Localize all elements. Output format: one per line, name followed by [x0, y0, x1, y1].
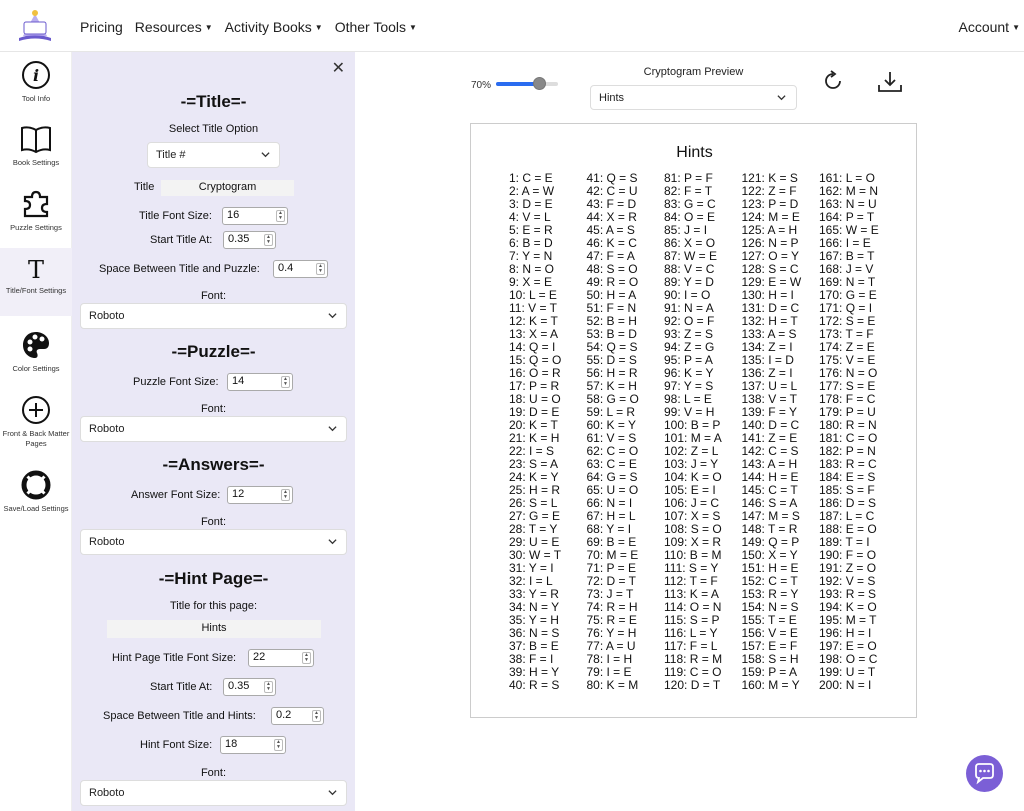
- hint-item: 64: G = S: [586, 470, 638, 484]
- nav-resources[interactable]: Resources ▼: [134, 19, 213, 35]
- hint-item: 114: O = N: [664, 600, 722, 614]
- hint-item: 58: G = O: [586, 392, 639, 406]
- hint-item: 156: V = E: [741, 626, 798, 640]
- start-title-input[interactable]: 0.35 ▲ ▼: [223, 231, 276, 249]
- hint-item: 153: R = Y: [741, 587, 799, 601]
- rail-color-settings[interactable]: Color Settings: [0, 330, 72, 388]
- spinner-icon[interactable]: ▲ ▼: [274, 739, 283, 751]
- chevron-down-icon: [328, 537, 337, 546]
- chevron-down-icon: [328, 788, 337, 797]
- hint-item: 66: N = I: [586, 496, 633, 510]
- puzzle-font-label: Font:: [200, 403, 227, 415]
- hint-item: 138: V = T: [741, 392, 797, 406]
- nav-pricing[interactable]: Pricing: [80, 19, 123, 35]
- hint-item: 163: N = U: [819, 197, 877, 211]
- rail-front-back-matter[interactable]: Front & Back Matter Pages: [0, 395, 72, 455]
- hint-column: [819, 172, 879, 692]
- rail-tool-info[interactable]: i Tool Info: [0, 60, 72, 118]
- chevron-down-icon: [328, 311, 337, 320]
- hint-item: 28: T = Y: [509, 522, 558, 536]
- hint-item: 50: H = A: [586, 288, 637, 302]
- spinner-icon[interactable]: ▲ ▼: [264, 234, 273, 246]
- hint-item: 194: K = O: [819, 600, 877, 614]
- answer-font-size-input[interactable]: 12 ▲ ▼: [227, 486, 293, 504]
- hint-item: 40: R = S: [509, 678, 560, 692]
- hint-item: 173: T = F: [819, 327, 874, 341]
- chevron-down-icon: [328, 424, 337, 433]
- hint-item: 78: I = H: [586, 652, 633, 666]
- hint-item: 150: X = Y: [741, 548, 798, 562]
- hint-item: 133: A = S: [741, 327, 797, 341]
- hint-item: 37: B = E: [509, 639, 559, 653]
- hint-item: 110: B = M: [664, 548, 722, 562]
- preview-page-select[interactable]: Hints: [590, 85, 797, 110]
- hint-item: 96: K = Y: [664, 366, 714, 380]
- title-label: Title: [134, 181, 155, 193]
- download-icon[interactable]: [877, 70, 903, 94]
- hint-item: 178: F = C: [819, 392, 876, 406]
- hint-column: [509, 172, 561, 692]
- svg-text:T: T: [27, 256, 45, 282]
- hint-item: 15: Q = O: [509, 353, 562, 367]
- hint-item: 168: J = V: [819, 262, 874, 276]
- hint-item: 155: T = E: [741, 613, 797, 627]
- hint-item: 123: P = D: [741, 197, 799, 211]
- hint-item: 134: Z = I: [741, 340, 793, 354]
- hint-item: 31: Y = I: [509, 561, 554, 575]
- hint-item: 187: L = C: [819, 509, 875, 523]
- book-icon: [20, 124, 52, 154]
- hint-item: 6: B = D: [509, 236, 553, 250]
- hint-item: 102: Z = L: [664, 444, 719, 458]
- hint-item: 90: I = O: [664, 288, 711, 302]
- hint-font-label: Font:: [200, 767, 227, 779]
- hint-item: 89: Y = D: [664, 275, 714, 289]
- hint-item: 74: R = H: [586, 600, 638, 614]
- hint-item: 17: P = R: [509, 379, 560, 393]
- hint-item: 190: F = O: [819, 548, 877, 562]
- hint-font-select[interactable]: Roboto: [80, 780, 347, 806]
- hint-item: 122: Z = F: [741, 184, 797, 198]
- hint-item: 149: Q = P: [741, 535, 800, 549]
- hint-item: 29: U = E: [509, 535, 560, 549]
- hint-item: 158: S = H: [741, 652, 799, 666]
- hint-item: 176: N = O: [819, 366, 878, 380]
- hint-item: 185: S = F: [819, 483, 875, 497]
- hint-item: 109: X = R: [664, 535, 722, 549]
- hint-item: 189: T = I: [819, 535, 870, 549]
- hint-column: [742, 172, 802, 692]
- hint-item: 93: Z = S: [664, 327, 714, 341]
- settings-panel: [72, 52, 355, 811]
- hint-item: 44: X = R: [586, 210, 637, 224]
- hint-item: 20: K = T: [509, 418, 558, 432]
- hint-item: 54: Q = S: [586, 340, 638, 354]
- preview-page: [470, 123, 917, 718]
- hint-item: 167: B = T: [819, 249, 875, 263]
- caret-down-icon: ▼: [1012, 23, 1020, 32]
- hint-item: 27: G = E: [509, 509, 561, 523]
- puzzle-font-size-label: Puzzle Font Size:: [133, 376, 219, 388]
- puzzle-font-select[interactable]: Roboto: [80, 416, 347, 442]
- hint-item: 45: A = S: [586, 223, 635, 237]
- hint-item: 72: D = T: [586, 574, 636, 588]
- spinner-icon[interactable]: ▲ ▼: [302, 652, 311, 664]
- hint-item: 69: B = E: [586, 535, 637, 549]
- hint-item: 177: S = E: [819, 379, 876, 393]
- nav-account[interactable]: Account ▼: [958, 19, 1020, 35]
- hint-item: 70: M = E: [586, 548, 639, 562]
- hint-item: 2: A = W: [509, 184, 555, 198]
- nav-other-tools[interactable]: Other Tools ▼: [334, 19, 417, 35]
- hint-item: 162: M = N: [819, 184, 879, 198]
- hint-item: 82: F = T: [664, 184, 713, 198]
- hint-item: 139: F = Y: [741, 405, 797, 419]
- hint-item: 43: F = D: [586, 197, 637, 211]
- rail-book-settings[interactable]: Book Settings: [0, 124, 72, 182]
- hint-item: 55: D = S: [586, 353, 637, 367]
- hint-item: 166: I = E: [819, 236, 871, 250]
- hint-item: 91: N = A: [664, 301, 714, 315]
- hint-item: 104: K = O: [664, 470, 722, 484]
- hint-item: 98: L = E: [664, 392, 712, 406]
- hint-item: 32: I = L: [509, 574, 553, 588]
- hint-item: 22: I = S: [509, 444, 555, 458]
- hint-item: 192: V = S: [819, 574, 876, 588]
- hint-item: 140: D = C: [741, 418, 800, 432]
- hint-item: 197: E = O: [819, 639, 877, 653]
- hint-item: 68: Y = I: [586, 522, 632, 536]
- hint-item: 99: V = H: [664, 405, 715, 419]
- hint-item: 169: N = T: [819, 275, 876, 289]
- hint-item: 165: W = E: [819, 223, 879, 237]
- hint-item: 51: F = N: [586, 301, 637, 315]
- hint-item: 77: A = U: [586, 639, 636, 653]
- hint-column: [587, 172, 639, 692]
- hint-item: 179: P = U: [819, 405, 876, 419]
- hint-item: 184: E = S: [819, 470, 876, 484]
- hint-item: 115: S = P: [664, 613, 720, 627]
- hint-item: 18: U = O: [509, 392, 561, 406]
- hint-item: 21: K = H: [509, 431, 560, 445]
- answer-font-label: Font:: [200, 516, 227, 528]
- hint-item: 9: X = E: [509, 275, 553, 289]
- hint-item: 85: J = I: [664, 223, 708, 237]
- puzzle-font-size-input[interactable]: 14 ▲ ▼: [227, 373, 293, 391]
- hint-item: 106: J = C: [664, 496, 720, 510]
- hint-item: 62: C = O: [586, 444, 639, 458]
- hint-item: 81: P = F: [664, 171, 713, 185]
- hint-item: 36: N = S: [509, 626, 560, 640]
- hint-item: 136: Z = I: [741, 366, 793, 380]
- hint-item: 97: Y = S: [664, 379, 714, 393]
- start-title-label: Start Title At:: [150, 234, 213, 246]
- hint-item: 172: S = E: [819, 314, 876, 328]
- title-font-size-label: Title Font Size:: [139, 210, 212, 222]
- plus-circle-icon: [21, 395, 51, 425]
- title-font-size-input[interactable]: 16 ▲ ▼: [222, 207, 288, 225]
- caret-down-icon: ▼: [204, 23, 213, 32]
- hint-item: 130: H = I: [741, 288, 794, 302]
- hint-item: 144: H = E: [741, 470, 799, 484]
- title-option-select[interactable]: Title #: [147, 142, 280, 168]
- hint-item: 3: D = E: [509, 197, 553, 211]
- hint-item: 30: W = T: [509, 548, 562, 562]
- hint-item: 88: V = C: [664, 262, 715, 276]
- hint-item: 11: V = T: [509, 301, 557, 315]
- hint-item: 35: Y = H: [509, 613, 559, 627]
- hint-item: 8: N = O: [509, 262, 555, 276]
- hint-item: 171: Q = I: [819, 301, 873, 315]
- hint-font-size-label: Hint Font Size:: [140, 739, 213, 751]
- hint-item: 193: R = S: [819, 587, 877, 601]
- hint-item: 63: C = E: [586, 457, 637, 471]
- hint-item: 146: S = A: [741, 496, 798, 510]
- rail-save-load-settings[interactable]: Save/Load Settings: [0, 470, 72, 530]
- space-title-hints-label: Space Between Title and Hints:: [103, 710, 256, 722]
- hint-item: 196: H = I: [819, 626, 872, 640]
- hint-start-title-input[interactable]: 0.35 ▲ ▼: [223, 678, 276, 696]
- hint-item: 183: R = C: [819, 457, 877, 471]
- hint-item: 121: K = S: [741, 171, 798, 185]
- hint-item: 161: L = O: [819, 171, 875, 185]
- hint-item: 181: C = O: [819, 431, 878, 445]
- hint-item: 4: V = L: [509, 210, 551, 224]
- hint-item: 186: D = S: [819, 496, 877, 510]
- hint-item: 154: N = S: [741, 600, 799, 614]
- chevron-down-icon: [261, 150, 270, 159]
- hint-item: 24: K = Y: [509, 470, 559, 484]
- hint-item: 142: C = S: [741, 444, 799, 458]
- caret-down-icon: ▼: [409, 23, 417, 32]
- chat-bubble-icon: [966, 755, 1003, 792]
- spinner-icon[interactable]: ▲ ▼: [316, 263, 325, 275]
- hint-item: 107: X = S: [664, 509, 721, 523]
- hint-item: 100: B = P: [664, 418, 721, 432]
- hint-item: 10: L = E: [509, 288, 557, 302]
- hint-item: 137: U = L: [741, 379, 798, 393]
- hint-item: 119: C = O: [664, 665, 722, 679]
- hint-item: 47: F = A: [586, 249, 635, 263]
- chevron-down-icon: [777, 93, 786, 102]
- hint-item: 105: E = I: [664, 483, 716, 497]
- title-font-label: Font:: [200, 290, 227, 302]
- hint-item: 200: N = I: [819, 678, 872, 692]
- zoom-level: 70%: [471, 80, 492, 91]
- hint-item: 61: V = S: [586, 431, 637, 445]
- hint-item: 188: E = O: [819, 522, 877, 536]
- space-title-puzzle-input[interactable]: 0.4 ▲ ▼: [273, 260, 328, 278]
- spinner-icon[interactable]: ▲ ▼: [264, 681, 273, 693]
- hint-item: 56: H = R: [586, 366, 638, 380]
- hint-item: 159: P = A: [741, 665, 797, 679]
- hint-item: 152: C = T: [741, 574, 798, 588]
- hint-item: 174: Z = E: [819, 340, 875, 354]
- hint-item: 42: C = U: [586, 184, 638, 198]
- hint-item: 195: M = T: [819, 613, 877, 627]
- hint-item: 86: X = O: [664, 236, 716, 250]
- hint-item: 57: K = H: [586, 379, 637, 393]
- preview-title: Cryptogram Preview: [643, 66, 744, 78]
- answers-section-heading: -=Answers=-: [162, 455, 265, 474]
- hint-item: 14: Q = I: [509, 340, 556, 354]
- nav-activity-books[interactable]: Activity Books ▼: [224, 19, 323, 35]
- hint-item: 135: I = D: [741, 353, 794, 367]
- hint-item: 127: O = Y: [741, 249, 799, 263]
- hint-item: 198: O = C: [819, 652, 878, 666]
- hint-item: 151: H = E: [741, 561, 799, 575]
- hint-item: 53: B = D: [586, 327, 637, 341]
- hint-page-section-heading: -=Hint Page=-: [158, 569, 269, 588]
- puzzle-section-heading: -=Puzzle=-: [171, 342, 256, 361]
- hint-column: [664, 172, 722, 692]
- hint-item: 59: L = R: [586, 405, 636, 419]
- hint-item: 76: Y = H: [586, 626, 637, 640]
- hint-title-font-size-input[interactable]: 22 ▲ ▼: [248, 649, 314, 667]
- hint-item: 131: D = C: [741, 301, 800, 315]
- space-title-hints-input[interactable]: 0.2 ▲ ▼: [271, 707, 324, 725]
- title-section-heading: -=Title=-: [180, 92, 247, 111]
- hint-item: 26: S = L: [509, 496, 558, 510]
- tool-rail: [0, 52, 72, 811]
- hint-font-size-input[interactable]: 18 ▲ ▼: [220, 736, 286, 754]
- hint-item: 157: E = F: [741, 639, 798, 653]
- hint-item: 71: P = E: [586, 561, 636, 575]
- hint-item: 23: S = A: [509, 457, 559, 471]
- hint-item: 67: H = L: [586, 509, 636, 523]
- hint-item: 73: J = T: [586, 587, 634, 601]
- hint-start-title-label: Start Title At:: [150, 681, 213, 693]
- hint-item: 95: P = A: [664, 353, 713, 367]
- hint-item: 147: M = S: [741, 509, 800, 523]
- spinner-icon[interactable]: ▲ ▼: [281, 489, 290, 501]
- puzzle-icon: [21, 189, 51, 219]
- top-navbar: [0, 0, 1024, 52]
- caret-down-icon: ▼: [314, 23, 323, 32]
- hint-item: 182: P = N: [819, 444, 876, 458]
- hint-item: 116: L = Y: [664, 626, 718, 640]
- hint-item: 25: H = R: [509, 483, 561, 497]
- hint-item: 141: Z = E: [741, 431, 798, 445]
- hint-item: 87: W = E: [664, 249, 718, 263]
- hint-item: 7: Y = N: [509, 249, 553, 263]
- hint-item: 132: H = T: [741, 314, 798, 328]
- hint-item: 52: B = H: [586, 314, 637, 328]
- hint-item: 75: R = E: [586, 613, 637, 627]
- hint-item: 46: K = C: [586, 236, 637, 250]
- answer-font-select[interactable]: Roboto: [80, 529, 347, 555]
- hint-item: 34: N = Y: [509, 600, 560, 614]
- close-icon[interactable]: ✕: [331, 60, 345, 77]
- title-font-select[interactable]: Roboto: [80, 303, 347, 329]
- hint-item: 103: J = Y: [664, 457, 719, 471]
- hint-item: 84: O = E: [664, 210, 716, 224]
- hint-item: 164: P = T: [819, 210, 875, 224]
- hint-item: 33: Y = R: [509, 587, 559, 601]
- hint-item: 180: R = N: [819, 418, 877, 432]
- hint-page-title-input[interactable]: Hints: [107, 620, 321, 638]
- hint-item: 48: S = O: [586, 262, 638, 276]
- zoom-slider-handle[interactable]: [533, 77, 546, 90]
- hint-item: 79: I = E: [586, 665, 632, 679]
- answer-font-size-label: Answer Font Size:: [131, 489, 221, 501]
- hint-item: 128: S = C: [741, 262, 799, 276]
- hint-item: 65: U = O: [586, 483, 639, 497]
- hint-item: 145: C = T: [741, 483, 798, 497]
- hint-item: 83: G = C: [664, 197, 716, 211]
- hint-item: 175: V = E: [819, 353, 876, 367]
- chat-button[interactable]: [966, 755, 1003, 792]
- hint-item: 49: R = O: [586, 275, 639, 289]
- hint-item: 125: A = H: [741, 223, 798, 237]
- hint-item: 120: D = T: [664, 678, 721, 692]
- rail-title-font-settings[interactable]: T Title/Font Settings: [0, 248, 72, 316]
- hint-item: 1: C = E: [509, 171, 553, 185]
- title-for-page-label: Title for this page:: [169, 600, 258, 612]
- zoom-slider[interactable]: [496, 82, 558, 86]
- spinner-icon[interactable]: ▲ ▼: [276, 210, 285, 222]
- text-t-icon: [24, 256, 48, 282]
- hint-item: 191: Z = O: [819, 561, 877, 575]
- hint-item: 129: E = W: [741, 275, 802, 289]
- hint-item: 94: Z = G: [664, 340, 715, 354]
- palette-icon: [21, 330, 51, 360]
- hint-item: 199: U = T: [819, 665, 876, 679]
- hint-item: 5: E = R: [509, 223, 553, 237]
- svg-text:i: i: [32, 66, 40, 85]
- hint-item: 12: K = T: [509, 314, 558, 328]
- hint-item: 160: M = Y: [741, 678, 800, 692]
- refresh-icon[interactable]: [822, 70, 844, 92]
- hint-item: 38: F = I: [509, 652, 554, 666]
- info-icon: [21, 60, 51, 90]
- hint-item: 126: N = P: [741, 236, 799, 250]
- hint-item: 60: K = Y: [586, 418, 636, 432]
- hints-page-title: Hints: [676, 144, 713, 161]
- hint-title-font-size-label: Hint Page Title Font Size:: [112, 652, 237, 664]
- lifebuoy-icon: [21, 470, 51, 500]
- rail-puzzle-settings[interactable]: Puzzle Settings: [0, 189, 72, 247]
- title-input[interactable]: Cryptogram: [161, 180, 294, 196]
- hint-item: 19: D = E: [509, 405, 560, 419]
- hint-item: 13: X = A: [509, 327, 559, 341]
- hint-item: 118: R = M: [664, 652, 723, 666]
- hint-item: 101: M = A: [664, 431, 722, 445]
- spinner-icon[interactable]: ▲ ▼: [281, 376, 290, 388]
- hint-item: 16: O = R: [509, 366, 561, 380]
- hint-item: 112: T = F: [664, 574, 718, 588]
- hint-item: 39: H = Y: [509, 665, 560, 679]
- hint-item: 117: F = L: [664, 639, 718, 653]
- hint-item: 124: M = E: [741, 210, 800, 224]
- book-creator-logo[interactable]: [15, 8, 55, 46]
- hint-item: 170: G = E: [819, 288, 877, 302]
- hint-item: 108: S = O: [664, 522, 722, 536]
- hint-item: 80: K = M: [586, 678, 639, 692]
- select-title-option-label: Select Title Option: [168, 123, 259, 135]
- hint-item: 143: A = H: [741, 457, 798, 471]
- hint-item: 148: T = R: [741, 522, 798, 536]
- hint-item: 41: Q = S: [586, 171, 638, 185]
- spinner-icon[interactable]: ▲ ▼: [312, 710, 321, 722]
- hint-item: 111: S = Y: [664, 561, 719, 575]
- space-title-puzzle-label: Space Between Title and Puzzle:: [99, 263, 260, 275]
- hint-item: 92: O = F: [664, 314, 715, 328]
- hint-item: 113: K = A: [664, 587, 719, 601]
